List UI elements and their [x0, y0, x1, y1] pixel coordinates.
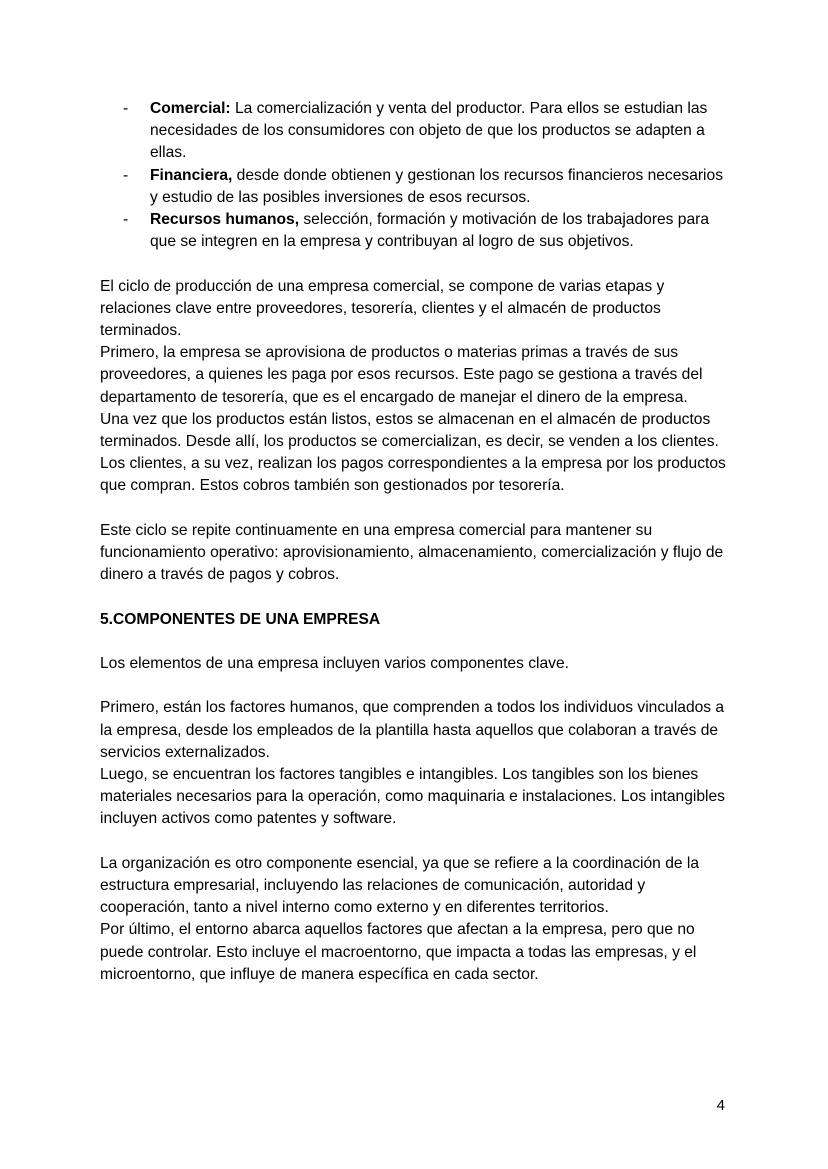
components-paragraph-1: Primero, están los factores humanos, que comprenden a todos los individuos vinculados a la empresa, desde los empleados de la plantilla hasta aquellos que colaboran a través de servicios externalizados.: [100, 699, 725, 761]
cycle-paragraph-1: El ciclo de producción de una empresa comercial, se compone de varias etapas y relaciones clave entre proveedores, tesorería, clientes y el almacén de productos terminados.: [100, 277, 665, 340]
list-item-text: selección, formación y motivación de los trabajadores para que se integren en la empresa y contribuyan al logro de sus objetivos.: [150, 211, 710, 251]
list-item: [100, 98, 730, 165]
bullet-dash: -: [123, 211, 129, 229]
list-item: [100, 165, 730, 209]
cycle-paragraph-3: Una vez que los productos están listos, estos se almacenan en el almacén de productos terminados. Desde allí, los productos se comercializan, es decir, se venden a los clientes. Los clientes, a su vez, realizan los pagos correspondientes a la empresa por los productos que compran. Estos cobros también son gestionados por tesorería.: [100, 410, 726, 495]
cycle-paragraph-2: Primero, la empresa se aprovisiona de productos o materias primas a través de sus proveedores, a quienes les paga por esos recursos. Este pago se gestiona a través del departamento de tesorería, que es el encargado de manejar el dinero de la empresa.: [100, 344, 703, 406]
cycle-paragraph-4: Este ciclo se repite continuamente en una empresa comercial para mantener su funcionamiento operativo: aprovisionamiento, almacenamiento, comercialización y flujo de dinero a través de pagos y cobros.: [100, 521, 724, 584]
components-paragraph-2: Luego, se encuentran los factores tangibles e intangibles. Los tangibles son los bienes materiales necesarios para la operación, como maquinaria e instalaciones. Los intangibles incluyen activos como patentes y software.: [100, 766, 725, 828]
bullet-dash: -: [123, 100, 129, 117]
section-heading: 5.COMPONENTES DE UNA EMPRESA: [100, 610, 381, 628]
document-page: [100, 98, 730, 986]
list-item-term: Financiera,: [150, 166, 233, 184]
list-item-term: Recursos humanos,: [150, 211, 300, 229]
list-item-text: La comercialización y venta del productor. Para ellos se estudian las necesidades de los consumidores con objeto de que los productos se adapten a ellas.: [150, 100, 708, 162]
page-number: 4: [716, 1097, 725, 1114]
components-paragraph-3: La organización es otro componente esencial, ya que se refiere a la coordinación de la estructura empresarial, incluyendo las relaciones de comunicación, autoridad y cooperación, tanto a nivel interno como externo y en diferentes territorios.: [100, 854, 700, 917]
department-list: [100, 98, 730, 253]
bullet-dash: -: [123, 166, 129, 184]
list-item-text: desde donde obtienen y gestionan los recursos financieros necesarios y estudio de las posibles inversiones de esos recursos.: [150, 166, 723, 206]
list-item-term: Comercial:: [150, 100, 231, 117]
section-intro: Los elementos de una empresa incluyen varios componentes clave.: [100, 655, 569, 673]
list-item: [100, 209, 730, 253]
components-paragraph-4: Por último, el entorno abarca aquellos factores que afectan a la empresa, pero que no puede controlar. Esto incluye el macroentorno, que impacta a todas las empresas, y el microentorno, que influye de manera específica en cada sector.: [100, 921, 697, 983]
